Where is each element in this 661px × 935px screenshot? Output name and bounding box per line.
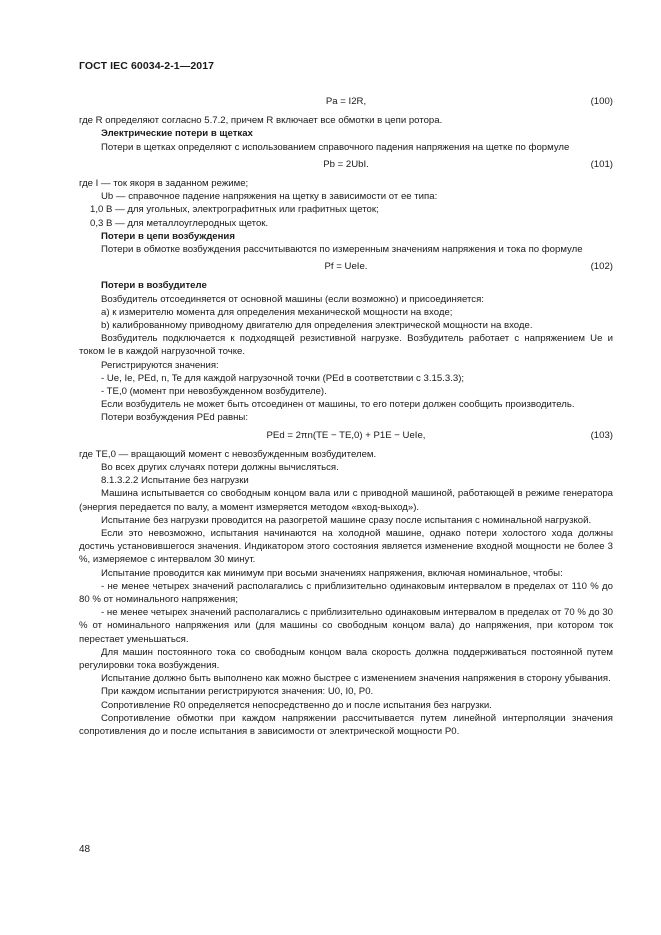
document-header: ГОСТ IEC 60034-2-1—2017 — [79, 60, 215, 72]
document-body — [79, 91, 613, 738]
paragraph: - TE,0 (момент при невозбужденном возбудителе). — [101, 386, 327, 398]
paragraph: Потери в обмотке возбуждения рассчитываются по измеренным значениям напряжения и тока по формуле — [101, 244, 583, 255]
paragraph: Сопротивление R0 определяется непосредственно до и после испытания без нагрузки. — [101, 699, 492, 711]
equation-number: (103) — [590, 429, 613, 441]
paragraph: 1,0 В — для угольных, электрографитных или графитных щеток; — [90, 204, 379, 216]
paragraph: Для машин постоянного тока со свободным концом вала скорость должна поддерживаться постоянной путем регулировки тока возбуждения. — [79, 646, 613, 672]
equation-number: (100) — [590, 96, 613, 107]
paragraph: 8.1.3.2.2 Испытание без нагрузки — [101, 475, 249, 487]
paragraph: Испытание должно быть выполнено как можно быстрее с изменением значения напряжения в сторону убывания. — [101, 673, 611, 685]
equation-formula: Pb = 2UbI. — [323, 158, 369, 170]
page-number: 48 — [79, 844, 91, 855]
paragraph: где TE,0 — вращающий момент с невозбужденным возбудителем. — [79, 448, 377, 460]
equation — [79, 429, 613, 442]
paragraph: Во всех других случаях потери должны вычисляться. — [101, 462, 339, 474]
paragraph: Если это невозможно, испытания начинаются на холодной машине, однако потери холостого хода должны достичь установившегося значения. Индикатором этого состояния является изменение входной мощности не более 3 %, измеряемое с интервалом 30 минут. — [79, 528, 613, 566]
paragraph: Возбудитель отсоединяется от основной машины (если возможно) и присоединяется: — [101, 293, 484, 305]
section-heading: Электрические потери в щетках — [101, 128, 253, 140]
equation-number: (102) — [590, 261, 613, 273]
paragraph: Сопротивление обмотки при каждом напряжении рассчитывается путем линейной интерполяции значения сопротивления до и после испытания в зависимости от электрической мощности P0. — [79, 712, 613, 738]
paragraph: а) к измерителю момента для определения механической мощности на входе; — [101, 306, 453, 318]
paragraph: Возбудитель подключается к подходящей резистивной нагрузке. Возбудитель работает с напряжением Ue и током Ie в каждой нагрузочной точке. — [79, 333, 613, 358]
paragraph: Если возбудитель не может быть отсоединен от машины, то его потери должен сообщить производитель. — [101, 399, 575, 411]
paragraph: - Ue, Ie, PEd, n, Te для каждой нагрузочной точки (PEd в соответствии с 3.15.3.3); — [101, 372, 465, 384]
paragraph: Потери в щетках определяют с использованием справочного падения напряжения на щетке по формуле — [101, 141, 570, 153]
paragraph: Регистрируются значения: — [101, 359, 219, 371]
paragraph: где R определяют согласно 5.7.2, причем R включает все обмотки в цепи ротора. — [79, 115, 443, 127]
paragraph: Испытание без нагрузки проводится на разогретой машине сразу после испытания с номинальной нагрузкой. — [101, 514, 592, 526]
equation-formula: Pf = UeIe. — [324, 261, 368, 273]
paragraph: - не менее четырех значений располагались с приблизительно одинаковым интервалом в пределах от 70 % до 30 % от номинального напряжения или (для машины со свободным концом вала) до напряжения, при котором ток перестает уменьшаться. — [79, 607, 613, 645]
paragraph: Ub — справочное падение напряжения на щетку в зависимости от ее типа: — [101, 191, 438, 203]
section-heading: Потери в цепи возбуждения — [101, 230, 235, 242]
paragraph: Потери возбуждения PEd равны: — [101, 412, 248, 424]
equation — [79, 158, 613, 171]
paragraph: 0,3 В — для металлоуглеродных щеток. — [90, 217, 269, 229]
paragraph: При каждом испытании регистрируются значения: U0, I0, P0. — [101, 686, 374, 698]
section-heading: Потери в возбудителе — [101, 280, 207, 292]
equation-formula: Pa = I2R, — [325, 96, 367, 107]
paragraph: b) калиброванному приводному двигателю для определения электрической мощности на входе. — [101, 320, 533, 331]
equation-number: (101) — [590, 158, 613, 170]
paragraph: Испытание проводится как минимум при восьми значениях напряжения, включая номинальное, чтобы: — [101, 567, 563, 579]
paragraph: Машина испытывается со свободным концом вала или с приводной машиной, работающей в режиме генератора (энергия передается по валу, а момент измеряется методом «вход-выход»). — [79, 488, 613, 513]
equation — [79, 260, 613, 273]
equation — [79, 95, 613, 108]
paragraph: где I — ток якоря в заданном режиме; — [79, 177, 249, 189]
equation-formula: PEd = 2πn(TE − TE,0) + P1E − UeIe, — [266, 429, 426, 441]
paragraph: - не менее четырех значений располагались с приблизительно одинаковым интервалом в пределах от 110 % до 80 % от номинального напряжения; — [79, 580, 613, 606]
